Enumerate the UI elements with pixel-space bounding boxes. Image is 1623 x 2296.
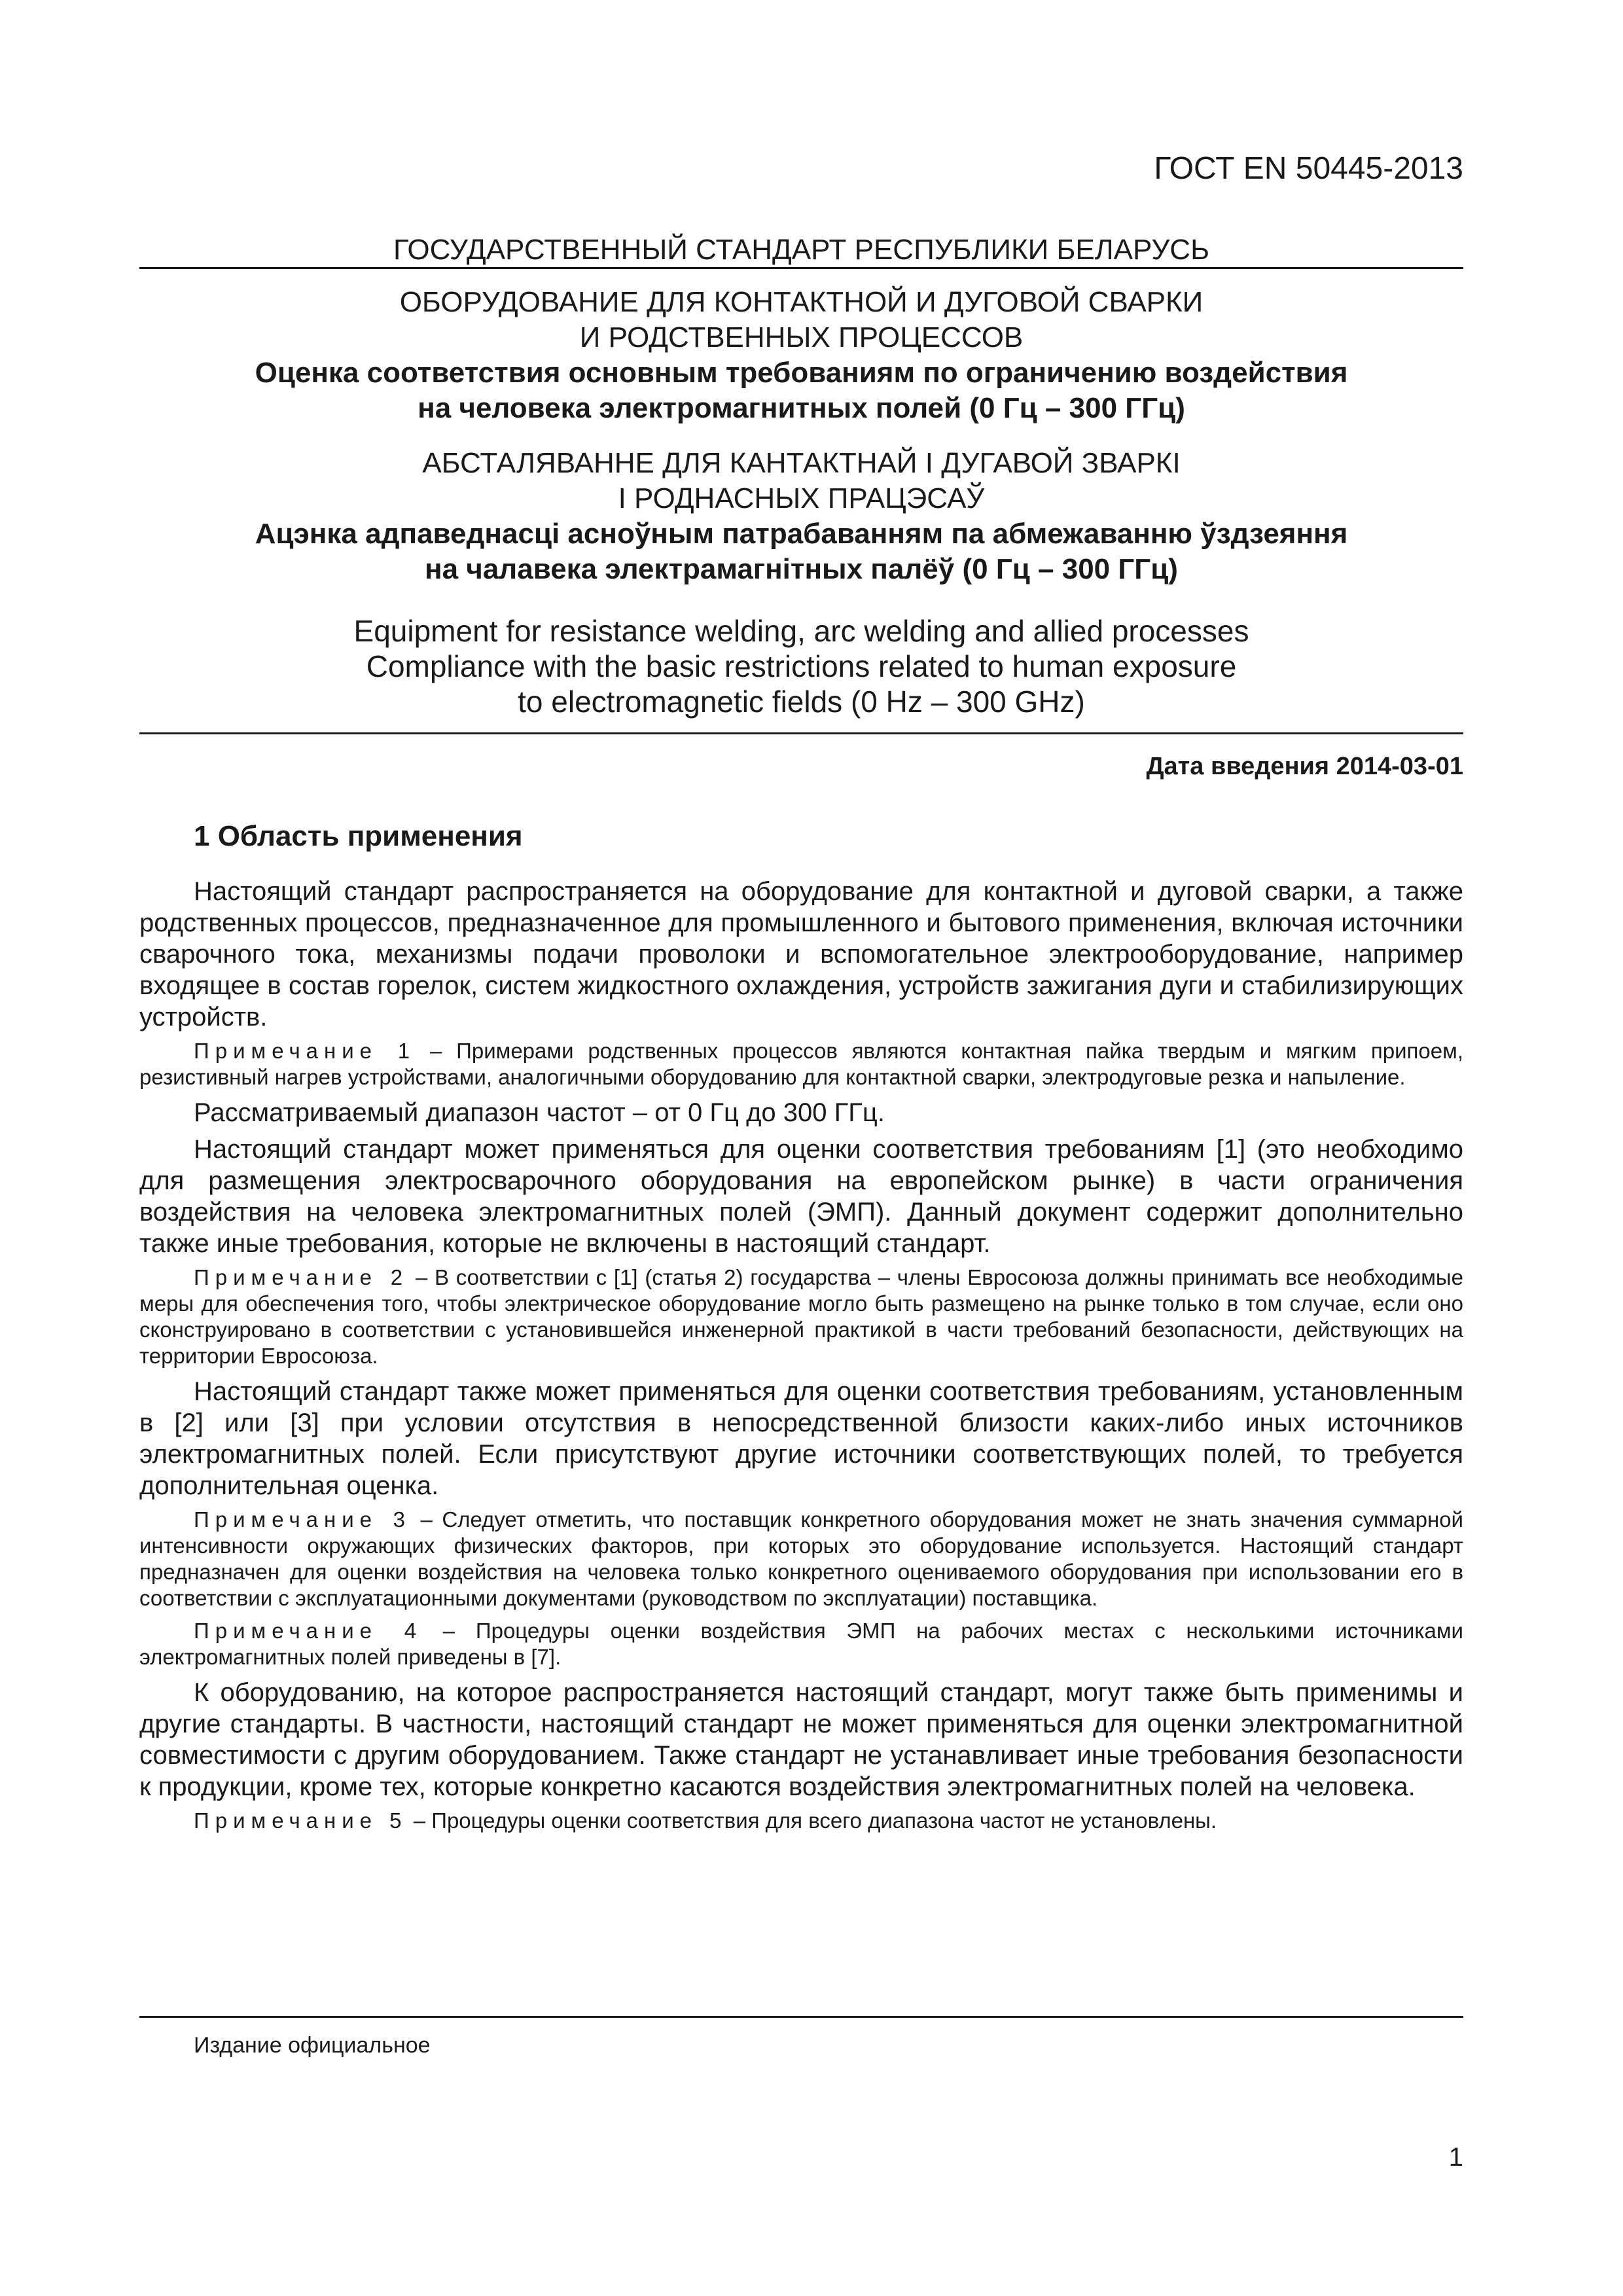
note-2 <box>139 1265 1463 1369</box>
paragraph-2: Рассматриваемый диапазон частот – от 0 Гц до 300 ГГц. <box>194 1098 885 1127</box>
note-5-label: Примечание 5 <box>194 1808 408 1833</box>
title-bottom-rule <box>139 732 1463 734</box>
note-4 <box>139 1618 1463 1670</box>
note-4-text: – Процедуры оценки воздействия ЭМП на рабочих местах с несколькими источниками электромагнитных полей приведены в [7]. <box>139 1619 1463 1669</box>
note-2-text: – В соответствии с [1] (статья 2) государства – члены Евросоюза должны принимать все необходимые меры для обеспечения того, чтобы электрическое оборудование могло быть размещено на рынке только в том случае, если оно сконструировано в соответствии с установившейся инженерной практикой в части требований безопасности, действующих на территории Евросоюза. <box>139 1265 1464 1368</box>
paragraph-3: Настоящий стандарт может применяться для оценки соответствия требованиям [1] (это необходимо для размещения электросварочного оборудования на европейском рынке) в части ограничения воздействия на человека электромагнитных полей (ЭМП). Данный документ содержит дополнительно также иные требования, которые не включены в настоящий стандарт. <box>139 1135 1463 1258</box>
paragraph-1: Настоящий стандарт распространяется на оборудование для контактной и дуговой сварки, а также родственных процессов, предназначенное для промышленного и бытового применения, включая источники сварочного тока, механизмы подачи проволоки и вспомогательное электрооборудование, например входящее в состав горелок, систем жидкостного охлаждения, устройств зажигания дуги и стабилизирующих устройств. <box>139 877 1463 1031</box>
page-number: 1 <box>1448 2143 1463 2172</box>
note-2-label: Примечание 2 <box>194 1265 409 1289</box>
by-subtitle-line-2: на чалавека электрамагнітных палёў (0 Гц – 300 ГГц) <box>425 553 1178 585</box>
ru-title-line-1: ОБОРУДОВАНИЕ ДЛЯ КОНТАКТНОЙ И ДУГОВОЙ СВАРКИ <box>399 286 1204 318</box>
ru-subtitle-line-2: на человека электромагнитных полей (0 Гц – 300 ГГц) <box>418 392 1185 424</box>
title-block <box>139 233 1463 734</box>
note-5-text: – Процедуры оценки соответствия для всего диапазона частот не установлены. <box>407 1808 1217 1833</box>
by-title-line-1: АБСТАЛЯВАННЕ ДЛЯ КАНТАКТНАЙ І ДУГАВОЙ ЗВАРКІ <box>422 447 1181 479</box>
header-rule <box>139 267 1463 269</box>
footer-rule <box>139 2016 1463 2018</box>
en-title-line-3: to electromagnetic fields (0 Hz – 300 GHz) <box>518 685 1085 719</box>
en-title-line-2: Compliance with the basic restrictions related to human exposure <box>366 649 1237 683</box>
ru-subtitle-line-1: Оценка соответствия основным требованиям по ограничению воздействия <box>255 357 1348 389</box>
by-subtitle-line-1: Ацэнка адпаведнасці асноўным патрабаванням па абмежаванню ўздзеяння <box>255 518 1348 550</box>
introduction-date: Дата введения 2014-03-01 <box>1146 753 1463 780</box>
note-5 <box>139 1808 1463 1834</box>
state-standard-heading: ГОСУДАРСТВЕННЫЙ СТАНДАРТ РЕСПУБЛИКИ БЕЛАРУСЬ <box>393 234 1209 266</box>
note-4-label: Примечание 4 <box>194 1619 423 1643</box>
en-title-line-1: Equipment for resistance welding, arc welding and allied processes <box>353 614 1249 648</box>
en-title <box>139 613 1463 719</box>
note-3 <box>139 1507 1463 1611</box>
official-edition-note: Издание официальное <box>194 2033 431 2058</box>
ru-title-line-2: И РОДСТВЕННЫХ ПРОЦЕССОВ <box>579 321 1024 353</box>
by-title-line-2: І РОДНАСНЫХ ПРАЦЭСАЎ <box>618 482 985 514</box>
note-3-text: – Следует отметить, что поставщик конкретного оборудования может не знать значения суммарной интенсивности окружающих физических факторов, при которых это оборудование используется. Настоящий стандарт предназначен для оценки воздействия на человека только конкретного оцениваемого оборудования при использовании его в соответствии с эксплуатационными документами (руководством по эксплуатации) поставщика. <box>139 1507 1463 1610</box>
note-1 <box>139 1038 1463 1090</box>
standard-code: ГОСТ EN 50445-2013 <box>1154 151 1463 186</box>
section-heading: 1 Область применения <box>194 820 523 852</box>
section-body <box>139 876 1463 1840</box>
note-3-label: Примечание 3 <box>194 1507 411 1532</box>
paragraph-5: К оборудованию, на которое распространяется настоящий стандарт, могут также быть применимы и другие стандарты. В частности, настоящий стандарт не может применяться для оценки электромагнитной совместимости с другим оборудованием. Также стандарт не устанавливает иные требования безопасности к продукции, кроме тех, которые конкретно касаются воздействия электромагнитных полей на человека. <box>139 1678 1463 1801</box>
paragraph-4: Настоящий стандарт также может применяться для оценки соответствия требованиям, установленным в [2] или [3] при условии отсутствия в непосредственной близости каких-либо иных источников электромагнитных полей. Если присутствуют другие источники соответствующих полей, то требуется дополнительная оценка. <box>139 1377 1463 1500</box>
note-1-label: Примечание 1 <box>194 1039 416 1063</box>
note-1-text: – Примерами родственных процессов являются контактная пайка твердым и мягким припоем, резистивный нагрев устройствами, аналогичными оборудованию для контактной сварки, электродуговые резка и напыление. <box>139 1039 1463 1089</box>
